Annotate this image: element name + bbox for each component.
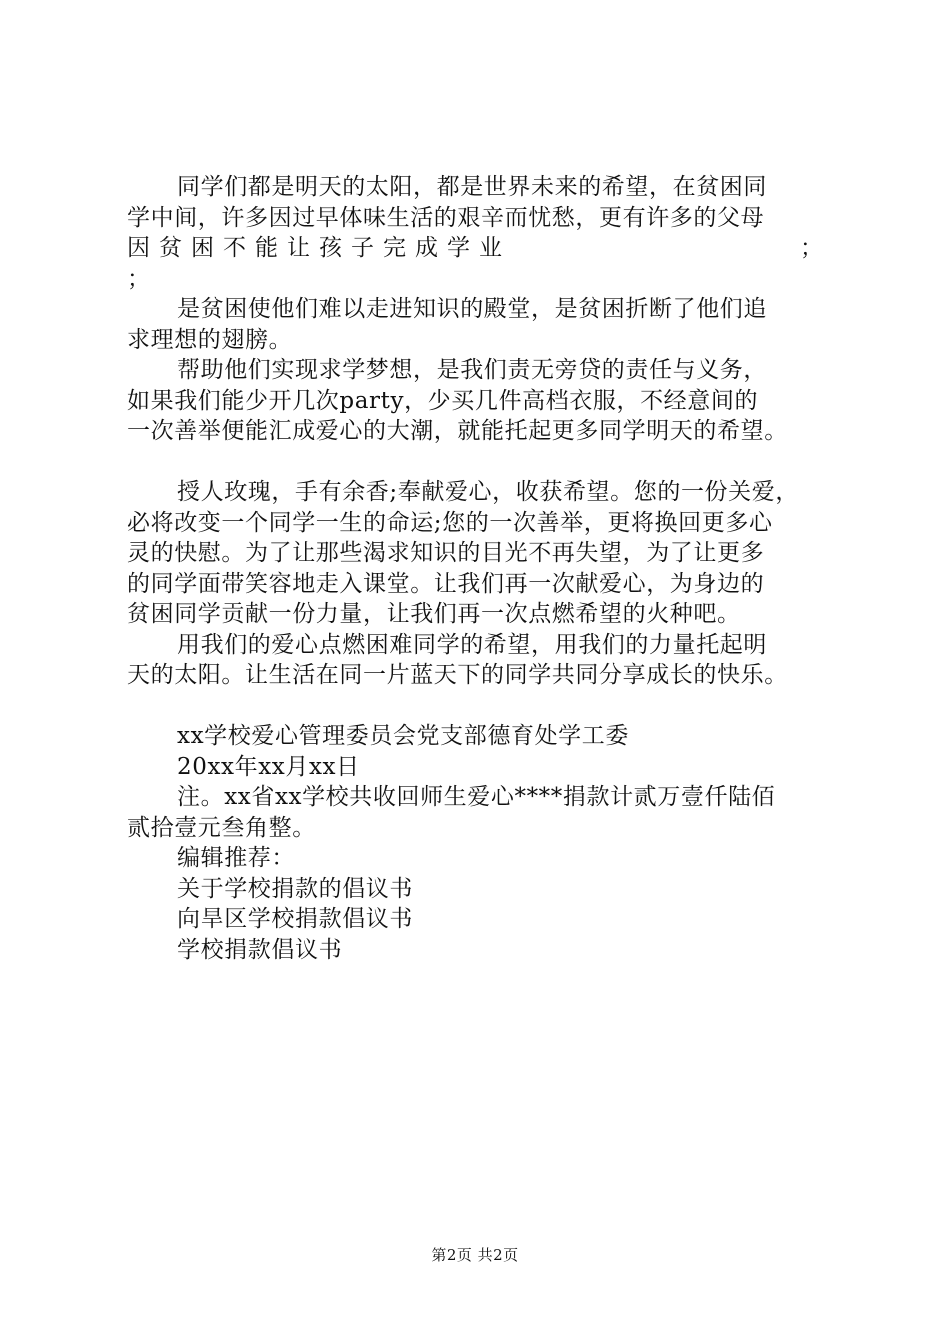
- recommend-link-1[interactable]: 关于学校捐款的倡议书: [177, 875, 413, 902]
- paragraph-gap: [127, 691, 832, 722]
- paragraph-2-line-1: 是贫困使他们难以走进知识的殿堂，是贫困折断了他们追: [177, 296, 767, 322]
- paragraph-4-line-4: 的同学面带笑容地走入课堂。让我们再一次献爱心，为身边的: [127, 570, 765, 597]
- paragraph-1-tail: ；: [127, 265, 151, 292]
- paragraph-gap: [127, 447, 832, 478]
- paragraph-3-line-1: 帮助他们实现求学梦想，是我们责无旁贷的责任与义务，: [177, 357, 767, 383]
- paragraph-4-line-3: 灵的快慰。为了让那些渴求知识的目光不再失望，为了让更多: [127, 540, 765, 566]
- paragraph-3-line-2: 如果我们能少开几次party，少买几件高档衣服，不经意间的: [127, 387, 759, 414]
- donation-note-line-1: 注。xx省xx学校共收回师生爱心****捐款计贰万壹仟陆佰: [177, 784, 776, 810]
- recommend-link-2[interactable]: 向旱区学校捐款倡议书: [177, 906, 413, 932]
- paragraph-4-line-5: 贫困同学贡献一份力量，让我们再一次点燃希望的火种吧。: [127, 601, 741, 627]
- signature-organization: xx学校爱心管理委员会党支部德育处学工委: [177, 723, 629, 749]
- paragraph-5-line-1: 用我们的爱心点燃困难同学的希望，用我们的力量托起明: [177, 631, 767, 658]
- paragraph-4-line-2: 必将改变一个同学一生的命运;您的一次善举，更将换回更多心: [127, 509, 773, 536]
- paragraph-2-line-2: 求理想的翅膀。: [127, 326, 293, 353]
- paragraph-1-line-3-text: 因贫困不能让孩子完成学业: [127, 235, 511, 261]
- recommend-link-3[interactable]: 学校捐款倡议书: [177, 936, 343, 963]
- paragraph-1-line-3: [127, 233, 832, 264]
- recommend-heading: 编辑推荐：: [177, 845, 295, 871]
- donation-note-line-2: 贰拾壹元叁角整。: [127, 814, 316, 841]
- paragraph-1-line-1: 同学们都是明天的太阳，都是世界未来的希望，在贫困同: [177, 174, 767, 200]
- paragraph-1-line-2: 学中间，许多因过早体味生活的艰辛而忧愁，更有许多的父母: [127, 204, 765, 231]
- paragraph-3-line-3: 一次善举便能汇成爱心的大潮，就能托起更多同学明天的希望。: [127, 418, 788, 444]
- page-footer: 第2页 共2页: [431, 1246, 519, 1264]
- document-body: [127, 172, 832, 965]
- paragraph-1-line-3-semicolon: ；: [800, 235, 832, 261]
- paragraph-4-line-1: 授人玫瑰，手有余香;奉献爱心，收获希望。您的一份关爱，: [177, 479, 799, 505]
- signature-date: 20xx年xx月xx日: [177, 753, 360, 780]
- paragraph-5-line-2: 天的太阳。让生活在同一片蓝天下的同学共同分享成长的快乐。: [127, 662, 788, 688]
